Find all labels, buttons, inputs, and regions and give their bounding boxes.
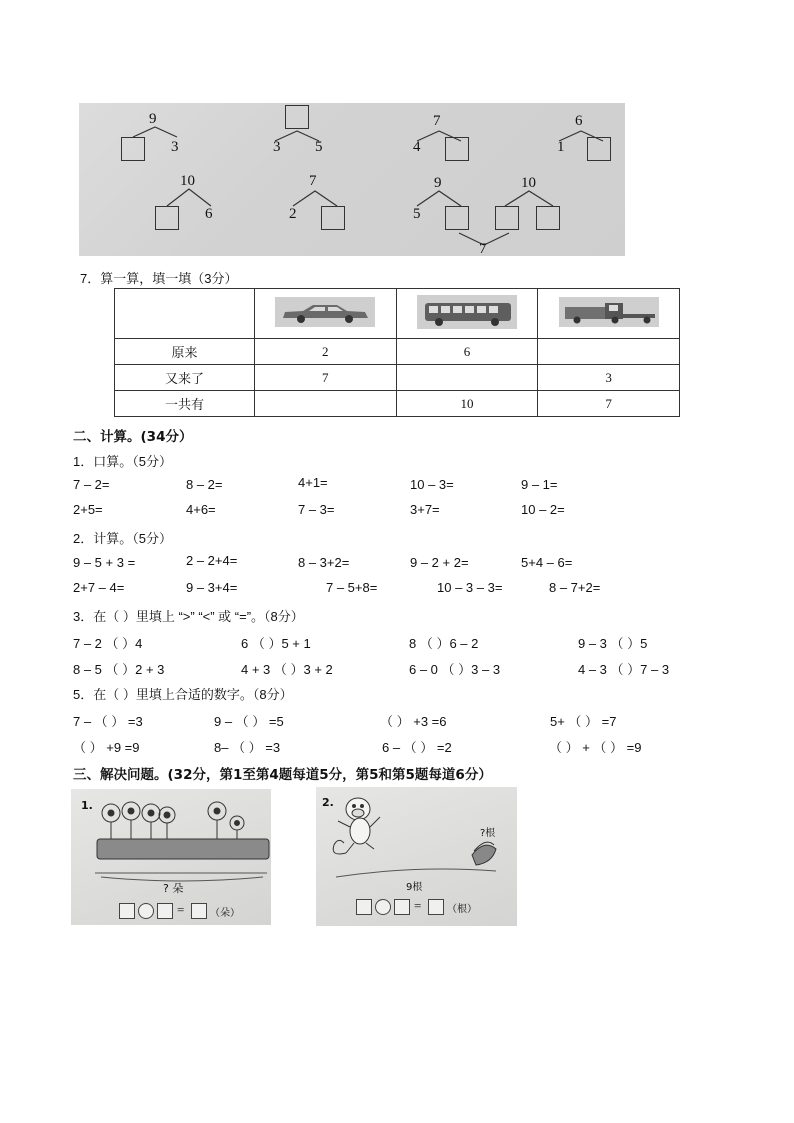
q7-title: 7．算一算，填一填（3分） — [80, 271, 238, 286]
car-header-cell — [254, 289, 396, 339]
p3-r2-2[interactable]: 6 – 0 （ ）3 – 3 — [409, 662, 501, 677]
split8-blank-box-left[interactable] — [495, 206, 519, 230]
cell-car-came: 7 — [254, 365, 396, 391]
split4-part: 1 — [557, 139, 565, 155]
p1-r1-2: 4+1= — [298, 475, 328, 490]
cell-truck-total: 7 — [538, 391, 680, 417]
p1-r2-4: 10 – 2= — [521, 502, 565, 517]
p1-r1-4: 9 – 1= — [521, 477, 558, 492]
p2-r2-0: 2+7 – 4= — [73, 580, 125, 595]
p2-r2-4: 8 – 7+2= — [549, 580, 601, 595]
p3-r1-0[interactable]: 7 – 2 （ ）4 — [73, 636, 143, 651]
pic1-equals: = — [177, 902, 185, 917]
split6-blank-box[interactable] — [321, 206, 345, 230]
split-lines — [79, 103, 625, 256]
row-label-came: 又来了 — [115, 365, 255, 391]
split6-total: 7 — [309, 173, 317, 189]
row-label-original: 原来 — [115, 339, 255, 365]
p3-r1-3[interactable]: 9 – 3 （ ）5 — [578, 636, 648, 651]
split2-blank-box[interactable] — [285, 105, 309, 129]
pic2-answer-box-1[interactable] — [356, 899, 372, 915]
split1-blank-box[interactable] — [121, 137, 145, 161]
p5-r1-2[interactable]: （ ） +3 =6 — [380, 714, 447, 729]
p3-r1-1[interactable]: 6 （ ）5 + 1 — [241, 636, 311, 651]
pic2-operator-circle[interactable] — [375, 899, 391, 915]
p1-r2-0: 2+5= — [73, 502, 103, 517]
pic1-answer-box-2[interactable] — [157, 903, 173, 919]
split7-part: 5 — [413, 206, 421, 222]
cell-truck-original-blank[interactable] — [538, 339, 680, 365]
p2-r1-4: 5+4 – 6= — [521, 555, 573, 570]
pic2-answer-box-3[interactable] — [428, 899, 444, 915]
p1-title: 1．口算。（5分） — [73, 454, 172, 469]
p5-r2-1[interactable]: 8– （ ） =3 — [214, 740, 281, 755]
pic2-number: 2. — [322, 796, 334, 809]
p1-r1-1: 8 – 2= — [186, 477, 223, 492]
flower-problem-picture — [71, 789, 271, 925]
bus-icon — [417, 295, 517, 329]
row-label-total: 一共有 — [115, 391, 255, 417]
split8-total: 10 — [521, 175, 536, 191]
p1-r1-3: 10 – 3= — [410, 477, 454, 492]
p1-r1-0: 7 – 2= — [73, 477, 110, 492]
pic1-answer-box-1[interactable] — [119, 903, 135, 919]
p5-r1-1[interactable]: 9 – （ ） =5 — [214, 714, 284, 729]
split-bottom-total: 7 — [479, 241, 487, 257]
pic1-unit: （朵） — [210, 908, 240, 919]
split1-total: 9 — [149, 111, 157, 127]
pic2-answer-box-2[interactable] — [394, 899, 410, 915]
split3-part: 4 — [413, 139, 421, 155]
p2-r2-1: 9 – 3+4= — [186, 580, 238, 595]
truck-icon — [559, 297, 659, 327]
p3-r2-1[interactable]: 4 + 3 （ ）3 + 2 — [241, 662, 333, 677]
section2-title: 二、计算。(34分） — [73, 429, 193, 445]
section3-title: 三、解决问题。(32分，第1至第4题每道5分，第5和第5题每道6分） — [73, 767, 492, 783]
p2-r1-0: 9 – 5 + 3 = — [73, 555, 136, 570]
split4-total: 6 — [575, 113, 583, 129]
p1-r2-1: 4+6= — [186, 502, 216, 517]
p3-r1-2[interactable]: 8 （ ）6 – 2 — [409, 636, 479, 651]
p2-r2-2: 7 – 5+8= — [326, 580, 378, 595]
p3-r2-0[interactable]: 8 – 5 （ ）2 + 3 — [73, 662, 165, 677]
pic1-number: 1. — [81, 799, 93, 812]
p2-r1-3: 9 – 2 + 2= — [410, 555, 469, 570]
pic1-question: ? 朵 — [163, 882, 184, 895]
split5-blank-box[interactable] — [155, 206, 179, 230]
split8-blank-box-right[interactable] — [536, 206, 560, 230]
p2-r2-3: 10 – 3 – 3= — [437, 580, 503, 595]
pic2-total: 9根 — [406, 882, 423, 893]
cell-bus-original: 6 — [396, 339, 538, 365]
monkey-problem-picture — [316, 787, 517, 926]
vehicle-table — [114, 288, 680, 417]
p5-r1-3[interactable]: 5+ （ ） =7 — [550, 714, 617, 729]
split2-left: 3 — [273, 139, 281, 155]
split7-blank-box[interactable] — [445, 206, 469, 230]
car-icon — [275, 297, 375, 327]
p5-r2-0[interactable]: （ ） +9 =9 — [73, 740, 140, 755]
cell-truck-came: 3 — [538, 365, 680, 391]
p1-r2-3: 3+7= — [410, 502, 440, 517]
p3-title: 3．在（ ）里填上 “>” “<” 或 “=”。（8分） — [73, 609, 304, 624]
p2-title: 2．计算。（5分） — [73, 531, 172, 546]
split3-total: 7 — [433, 113, 441, 129]
pic1-answer-box-3[interactable] — [191, 903, 207, 919]
split1-part: 3 — [171, 139, 179, 155]
cell-car-total-blank[interactable] — [254, 391, 396, 417]
cell-car-original: 2 — [254, 339, 396, 365]
p5-r1-0[interactable]: 7 – （ ） =3 — [73, 714, 143, 729]
pic1-operator-circle[interactable] — [138, 903, 154, 919]
split3-blank-box[interactable] — [445, 137, 469, 161]
p2-r1-2: 8 – 3+2= — [298, 555, 350, 570]
pic2-question: ?根 — [480, 828, 496, 839]
table-corner-cell — [115, 289, 255, 339]
p3-r2-3[interactable]: 4 – 3 （ ）7 – 3 — [578, 662, 670, 677]
cell-bus-total: 10 — [396, 391, 538, 417]
pic2-equals: = — [414, 898, 422, 913]
p2-r1-1: 2 – 2+4= — [186, 553, 238, 568]
p1-r2-2: 7 – 3= — [298, 502, 335, 517]
p5-r2-3[interactable]: （ ） + （ ） =9 — [549, 740, 642, 755]
pic2-unit: （根） — [447, 904, 477, 915]
p5-r2-2[interactable]: 6 – （ ） =2 — [382, 740, 452, 755]
bus-header-cell — [396, 289, 538, 339]
split4-blank-box[interactable] — [587, 137, 611, 161]
p5-title: 5．在（ ）里填上合适的数字。（8分） — [73, 687, 293, 702]
cell-bus-came-blank[interactable] — [396, 365, 538, 391]
split5-part: 6 — [205, 206, 213, 222]
split2-right: 5 — [315, 139, 323, 155]
truck-header-cell — [538, 289, 680, 339]
split6-part: 2 — [289, 206, 297, 222]
split5-total: 10 — [180, 173, 195, 189]
split7-total: 9 — [434, 175, 442, 191]
number-split-panel — [79, 103, 625, 256]
